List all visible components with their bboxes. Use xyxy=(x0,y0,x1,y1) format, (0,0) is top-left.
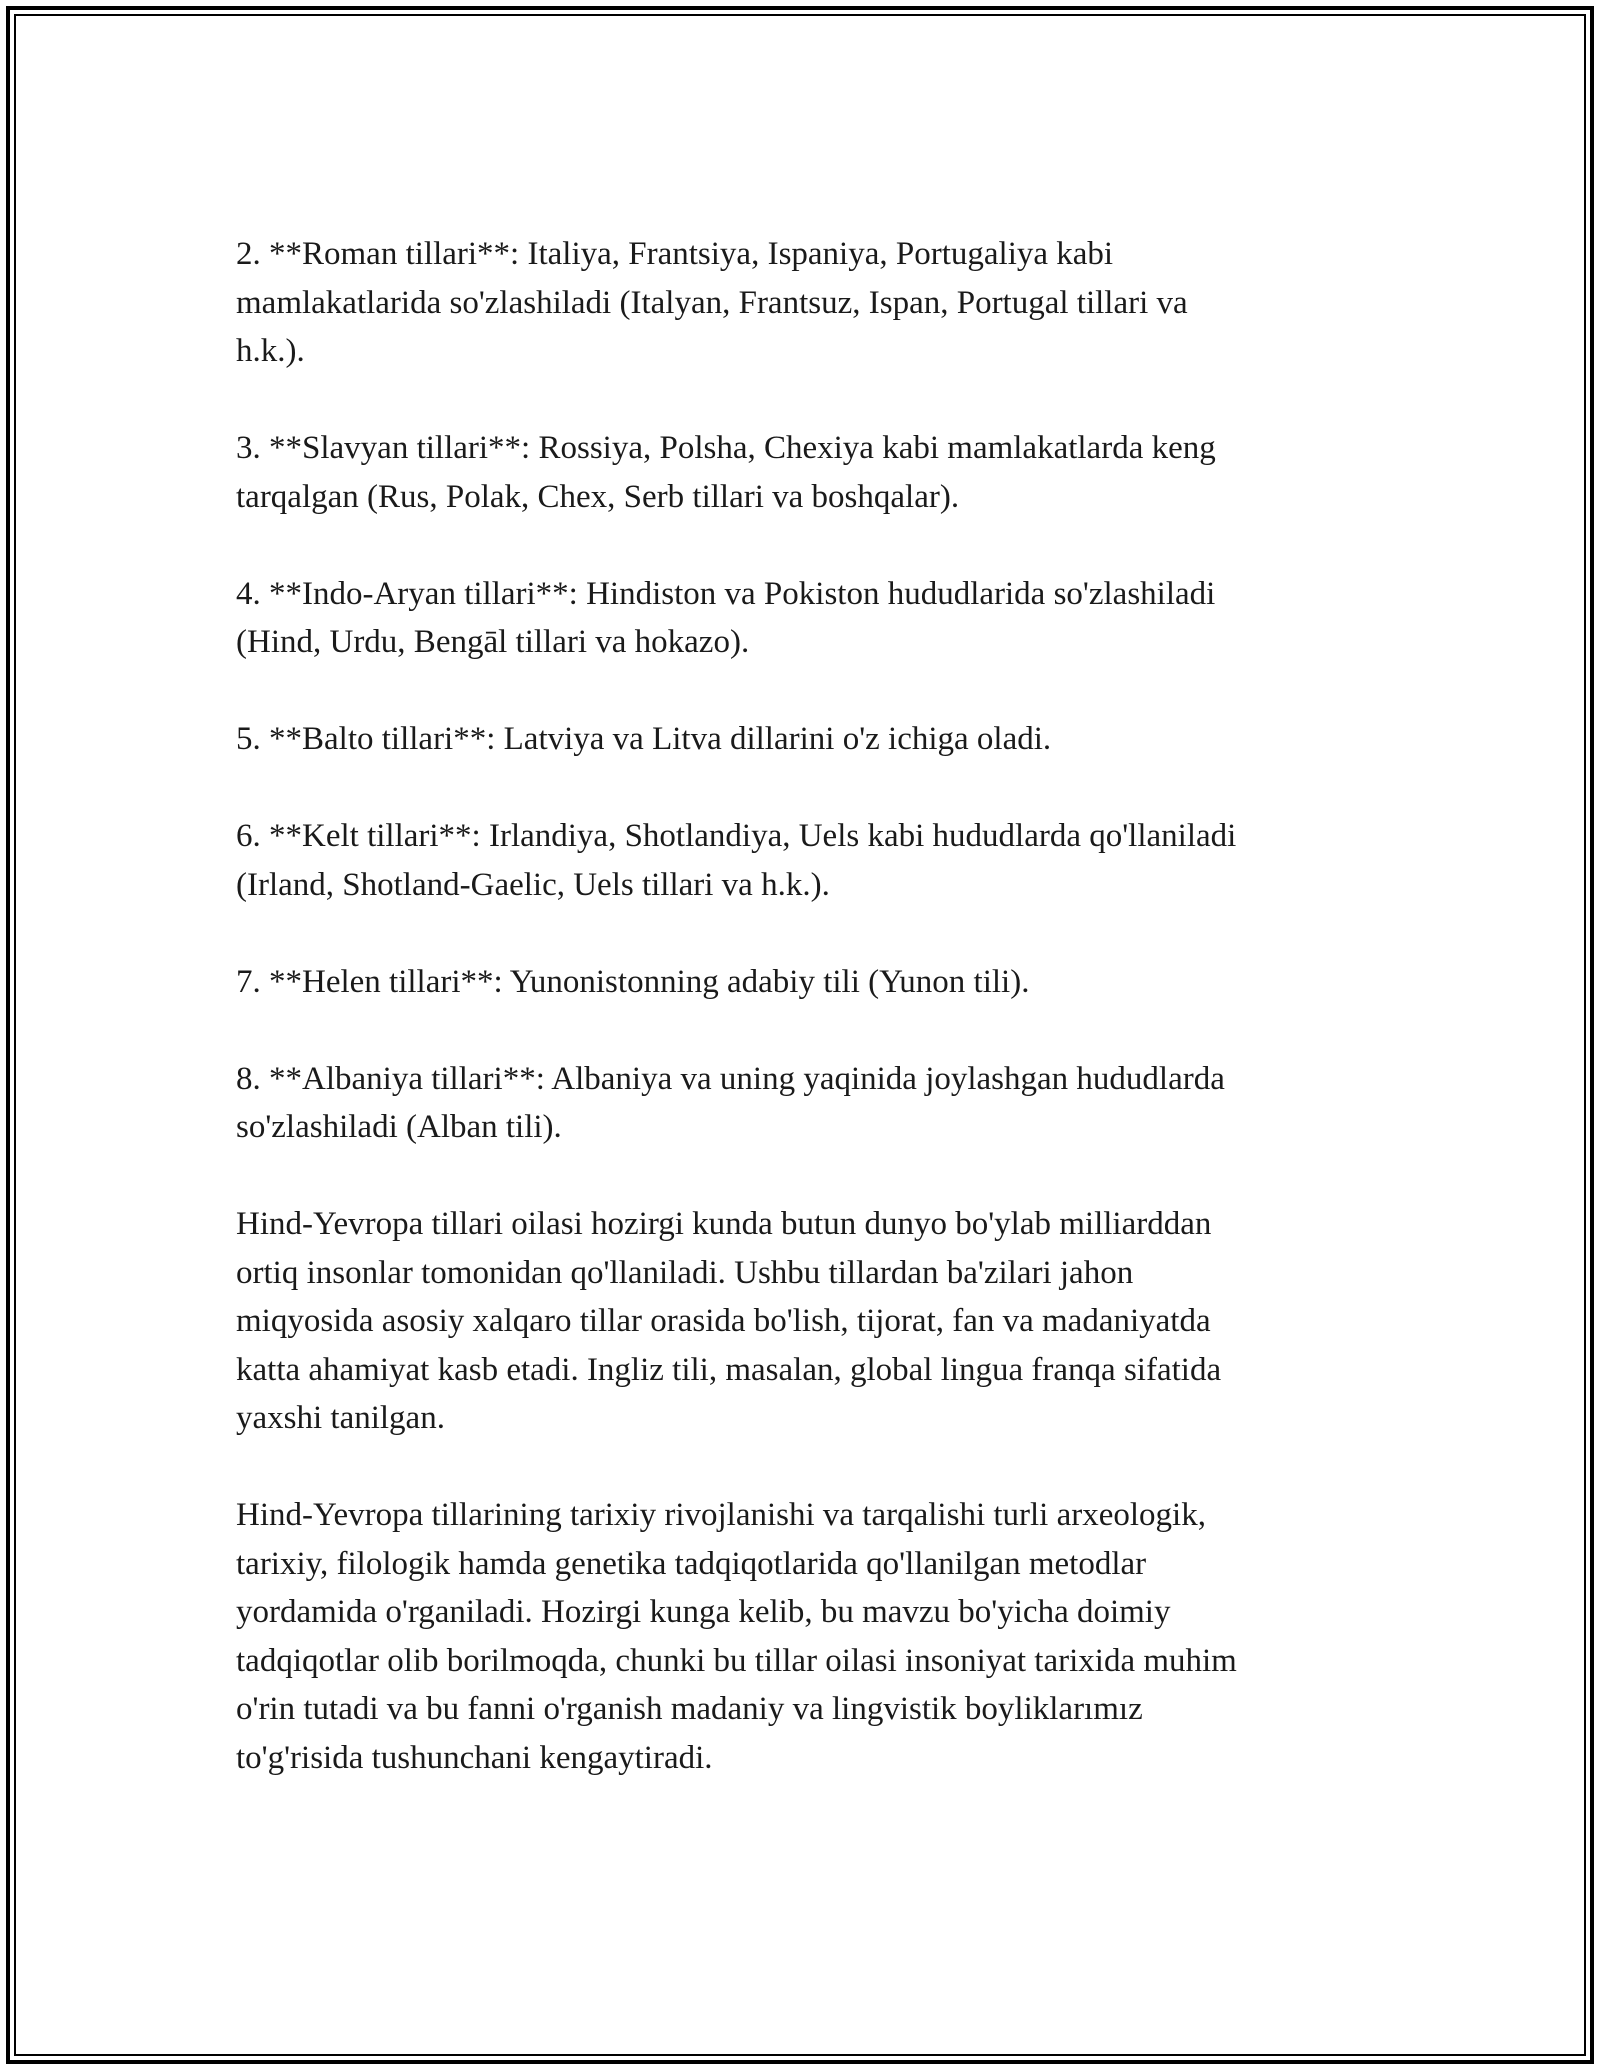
list-item-albaniya: 8. **Albaniya tillari**: Albaniya va uning yaqinida joylashgan hududlarda so'zlashiladi (Alban tili). xyxy=(236,1060,1225,1145)
paragraph-usage: Hind-Yevropa tillari oilasi hozirgi kunda butun dunyo bo'ylab milliarddan ortiq insonlar tomonidan qo'llaniladi. Ushbu tillardan ba'zilari jahon miqyosida asosiy xalqaro tillar orasida bo'lish, tijorat, fan va madaniyatda katta ahamiyat kasb etadi. Ingliz tili, masalan, global lingua franqa sifatida yaxshi tanilgan. xyxy=(236,1206,1222,1436)
list-item-balto: 5. **Balto tillari**: Latviya va Litva dillarini o'z ichiga oladi. xyxy=(236,721,1052,757)
list-item-helen: 7. **Helen tillari**: Yunonistonning adabiy tili (Yunon tili). xyxy=(236,963,1030,1000)
list-item-roman: 2. **Roman tillari**: Italiya, Frantsiya, Ispaniya, Portugaliya kabi mamlakatlarida so'zlashiladi (Italyan, Frantsuz, Ispan, Portugal tillari va h.k.). xyxy=(236,236,1188,369)
paragraph-history: Hind-Yevropa tillarining tarixiy rivojlanishi va tarqalishi turli arxeologik, tarixiy, filologik hamda genetika tadqiqotlarida qo'llanilgan metodlar yordamida o'rganiladi. Hozirgi kunga kelib, bu mavzu bo'yicha doimiy tadqiqotlar olib borilmoqda, chunki bu tillar oilasi insoniyat tarixida muhim o'rin tutadi va bu fanni o'rganish madaniy va lingvistik boyliklarımız to'g'risida tushunchani kengaytiradi. xyxy=(236,1497,1237,1776)
list-item-indo-aryan: 4. **Indo-Aryan tillari**: Hindiston va Pokiston hududlarida so'zlashiladi (Hind, Urdu, Bengāl tillari va hokazo). xyxy=(236,575,1216,660)
document-body xyxy=(236,230,1366,1782)
list-item-kelt: 6. **Kelt tillari**: Irlandiya, Shotlandiya, Uels kabi hududlarda qo'llaniladi (Irland, Shotland-Gaelic, Uels tillari va h.k.). xyxy=(236,818,1237,903)
list-item-slavyan: 3. **Slavyan tillari**: Rossiya, Polsha, Chexiya kabi mamlakatlarda keng tarqalgan (Rus, Polak, Chex, Serb tillari va boshqalar). xyxy=(236,430,1216,515)
